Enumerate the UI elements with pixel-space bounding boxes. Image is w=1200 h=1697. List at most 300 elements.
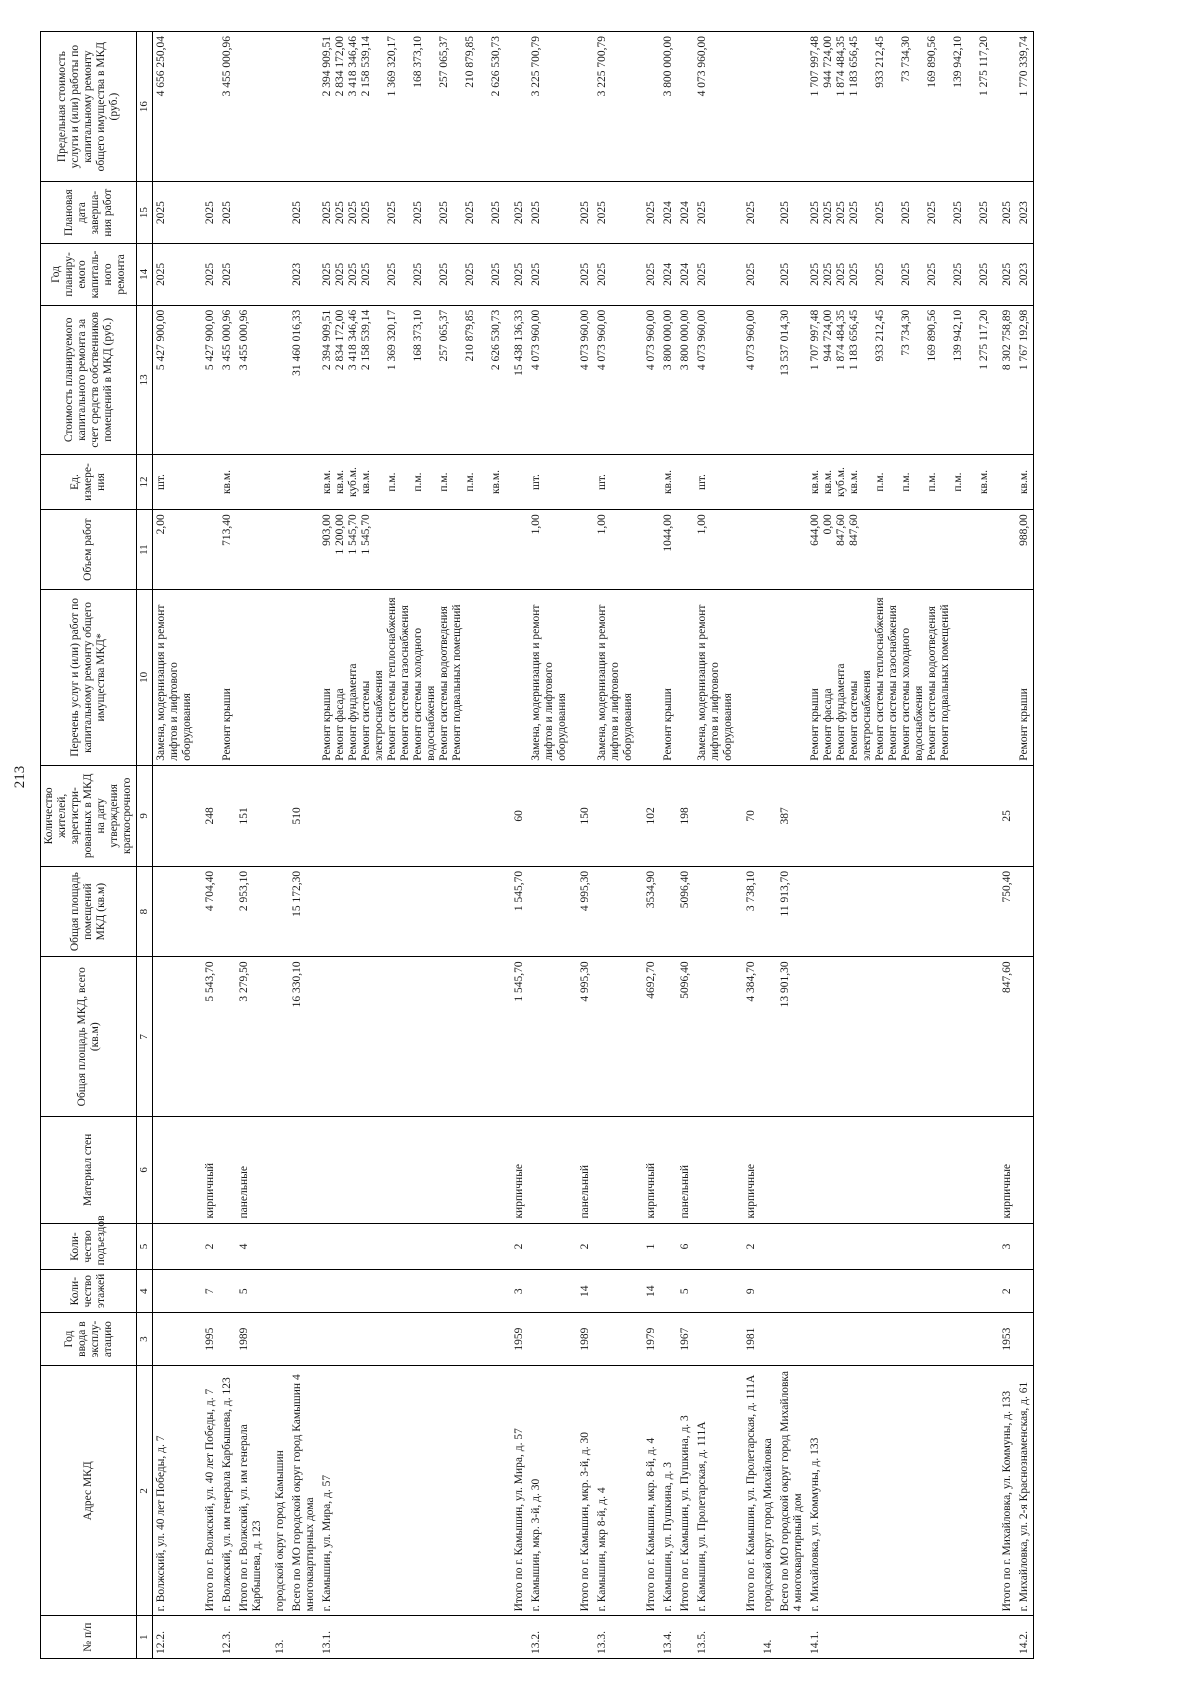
table-cell (807, 1223, 993, 1270)
table-cell (660, 957, 677, 1117)
table-cell (266, 244, 289, 306)
table-cell (677, 590, 694, 766)
table-cell: 11 913,70 (777, 866, 807, 957)
table-cell: Ремонт крыши (660, 590, 677, 766)
table-cell (319, 1223, 505, 1270)
table-cell (266, 182, 289, 244)
table-cell (1016, 1223, 1034, 1270)
table-cell: 1044,00 (660, 510, 677, 590)
table-cell: Итого по г. Камышин, ул. Пролетарская, д. 111А (737, 1366, 760, 1616)
table-cell: 102 (637, 765, 660, 866)
table-cell: 2025 (594, 244, 637, 306)
table-cell: 2025 (528, 182, 571, 244)
table-row (777, 32, 807, 1659)
column-header: Перечень услуг и (или) работ по капитальному ремонту общего имущества МКД* (41, 590, 137, 766)
column-header: Общая площадь МКД, всего (кв.м) (41, 957, 137, 1117)
table-cell: 14.2. (1016, 1616, 1034, 1659)
table-cell: 2 (737, 1223, 760, 1270)
column-header: Ед. измере-ния (41, 454, 137, 509)
table-cell (289, 1117, 319, 1223)
column-header: Коли-чество этажей (41, 1270, 137, 1313)
table-cell (505, 590, 528, 766)
table-cell (266, 590, 289, 766)
table-cell (266, 305, 289, 454)
table-row (289, 32, 319, 1659)
table-cell: 3 (993, 1223, 1016, 1270)
table-cell: 2025 (153, 182, 197, 244)
table-cell (760, 765, 777, 866)
table-cell: Ремонт крыши (1016, 590, 1034, 766)
table-cell: 2025 (505, 244, 528, 306)
table-cell (1016, 1312, 1034, 1365)
table-cell: кирпичные (737, 1117, 760, 1223)
table-cell: 988,00 (1016, 510, 1034, 590)
table-cell: 2025 (196, 182, 219, 244)
table-cell: 3 738,10 (737, 866, 760, 957)
table-cell: 4 073 960,00 (637, 305, 660, 454)
table-cell: 13 901,30 (777, 957, 807, 1117)
table-row (505, 32, 528, 1659)
table-row (236, 32, 266, 1659)
table-cell: 2 394 909,51 2 834 172,00 3 418 346,46 2 158 539,14 1 369 320,17 168 373,10 257 065,37 210 879,85 2 626 530,73 (319, 305, 505, 454)
table-cell: 2,00 (153, 510, 197, 590)
table-cell: 1 770 339,74 (1016, 32, 1034, 182)
table-cell: 13.2. (528, 1616, 571, 1659)
table-cell: 5 (677, 1270, 694, 1313)
table-header (41, 32, 153, 1659)
table-cell (236, 510, 266, 590)
table-cell: шт. (153, 454, 197, 509)
table-cell: 3534,90 (637, 866, 660, 957)
table-cell (266, 32, 289, 182)
table-cell (236, 32, 266, 182)
table-cell (637, 454, 660, 509)
table-cell (760, 866, 777, 957)
table-cell (266, 510, 289, 590)
table-cell: 4 073 960,00 (594, 305, 637, 454)
table-cell (760, 182, 777, 244)
table-cell (807, 957, 993, 1117)
table-cell: 13.1. (319, 1616, 505, 1659)
table-row (196, 32, 219, 1659)
table-cell: кирпичные (993, 1117, 1016, 1223)
table-cell: 2024 (677, 244, 694, 306)
table-cell (236, 1616, 266, 1659)
table-row (993, 32, 1016, 1659)
column-header: Объем работ (41, 510, 137, 590)
table-cell (594, 1223, 637, 1270)
table-cell (571, 32, 594, 182)
table-cell: 4692,70 (637, 957, 660, 1117)
table-cell: 2 (993, 1270, 1016, 1313)
column-number: 8 (137, 866, 153, 957)
table-cell: Ремонт крыши Ремонт фасада Ремонт фундамента Ремонт системы электроснабжения Ремонт системы теплоснабжения Ремонт системы газоснабжения Ремонт системы холодного водоснабжения Ремонт системы водоотведения Ремонт подвальных помещений (807, 590, 993, 766)
table-cell: Итого по г. Волжский, ул. 40 лет Победы, д. 7 (196, 1366, 219, 1616)
table-cell (266, 866, 289, 957)
table-cell: 4 073 960,00 (694, 305, 737, 454)
column-number: 7 (137, 957, 153, 1117)
table-cell (807, 1270, 993, 1313)
table-cell (219, 866, 236, 957)
table-cell: кирпичные (505, 1117, 528, 1223)
table-cell: 4 995,30 (571, 866, 594, 957)
table-cell (1016, 765, 1034, 866)
table-cell: кв.м. (219, 454, 236, 509)
table-cell: 2023 (1016, 182, 1034, 244)
table-cell: 2025 2025 2025 2025 2025 2025 2025 2025 2025 (319, 244, 505, 306)
table-cell (528, 1223, 571, 1270)
table-cell (660, 1270, 677, 1313)
table-cell (266, 765, 289, 866)
table-cell: 16 330,10 (289, 957, 319, 1117)
table-cell: 5 427 900,00 (153, 305, 197, 454)
table-cell (594, 1117, 637, 1223)
table-cell (737, 510, 760, 590)
table-cell: 387 (777, 765, 807, 866)
column-number: 11 (137, 510, 153, 590)
table-cell: 1989 (236, 1312, 266, 1365)
column-number: 6 (137, 1117, 153, 1223)
table-cell (571, 510, 594, 590)
table-cell: 2025 (289, 182, 319, 244)
table-cell (777, 1616, 807, 1659)
table-cell (236, 590, 266, 766)
table-cell (677, 1616, 694, 1659)
table-cell (266, 957, 289, 1117)
table-cell: 1,00 (594, 510, 637, 590)
table-row (571, 32, 594, 1659)
table-cell: 13.3. (594, 1616, 637, 1659)
table-cell (777, 1223, 807, 1270)
table-cell (594, 866, 637, 957)
table-cell: г. Камышин, ул. Пушкина, д. 3 (660, 1366, 677, 1616)
table-cell (528, 1312, 571, 1365)
table-cell (319, 866, 505, 957)
table-cell: 1 545,70 (505, 957, 528, 1117)
table-cell: 4 073 960,00 (528, 305, 571, 454)
table-cell: 2025 (571, 182, 594, 244)
table-cell: 13 537 014,30 (777, 305, 807, 454)
table-cell: 2025 2025 2025 2025 2025 2025 2025 2025 2025 (319, 182, 505, 244)
table-cell: 2025 (993, 244, 1016, 306)
table-cell (594, 1312, 637, 1365)
table-cell (289, 1312, 319, 1365)
table-cell: кирпичный (637, 1117, 660, 1223)
column-number: 14 (137, 244, 153, 306)
table-cell (266, 454, 289, 509)
table-cell (319, 1117, 505, 1223)
table-cell (637, 510, 660, 590)
table-row (319, 32, 505, 1659)
table-cell (737, 590, 760, 766)
column-number: 12 (137, 454, 153, 509)
table-cell: 2 (196, 1223, 219, 1270)
column-numbers (137, 32, 153, 1659)
table-cell (196, 510, 219, 590)
table-cell: г. Михайловка, ул. 2-я Краснознаменская, д. 61 (1016, 1366, 1034, 1616)
table-cell (219, 1223, 236, 1270)
table-cell: Ремонт крыши Ремонт фасада Ремонт фундамента Ремонт системы электроснабжения Ремонт системы теплоснабжения Ремонт системы газоснабжения Ремонт системы холодного водоснабжения Ремонт системы водоотведения Ремонт подвальных помещений (319, 590, 505, 766)
table-cell: кв.м. (1016, 454, 1034, 509)
table-cell (677, 510, 694, 590)
table-cell (571, 590, 594, 766)
table-cell: г. Камышин, ул. Пролетарская, д. 111А (694, 1366, 737, 1616)
table-cell: Замена, модернизация и ремонт лифтов и лифтового оборудования (594, 590, 637, 766)
table-cell: 1959 (505, 1312, 528, 1365)
table-cell (594, 765, 637, 866)
table-cell (505, 1616, 528, 1659)
table-cell (777, 1270, 807, 1313)
table-cell (694, 866, 737, 957)
table-cell (289, 510, 319, 590)
table-cell: 2 953,10 (236, 866, 266, 957)
column-number: 16 (137, 32, 153, 182)
table-cell: 4 995,30 (571, 957, 594, 1117)
table-cell: г. Михайловка, ул. Коммуны, д. 133 (807, 1366, 993, 1616)
table-cell: Итого по г. Волжский, ул. им генерала Карбышева, д. 123 (236, 1366, 266, 1616)
table-cell: панельный (677, 1117, 694, 1223)
table-cell (760, 590, 777, 766)
table-cell: 9 (737, 1270, 760, 1313)
table-cell: 1,00 (694, 510, 737, 590)
table-cell: Итого по г. Камышин, мкр. 3-й, д. 30 (571, 1366, 594, 1616)
table-cell: панельный (571, 1117, 594, 1223)
table-cell (319, 765, 505, 866)
table-cell (289, 1223, 319, 1270)
column-number: 15 (137, 182, 153, 244)
table-cell: 2 394 909,51 2 834 172,00 3 418 346,46 2 158 539,14 1 369 320,17 168 373,10 257 065,37 210 879,85 2 626 530,73 (319, 32, 505, 182)
table-cell: городской округ город Камышин (266, 1366, 289, 1616)
table-cell: 2 (505, 1223, 528, 1270)
table-cell (637, 1616, 660, 1659)
table-row (660, 32, 677, 1659)
table-row (153, 32, 197, 1659)
table-cell: 2025 (594, 182, 637, 244)
table-cell: шт. (528, 454, 571, 509)
table-cell (760, 1270, 777, 1313)
table-cell (571, 454, 594, 509)
table-cell: 1 707 997,48 944 724,00 1 874 484,35 1 183 656,45 933 212,45 73 734,30 169 890,56 139 942,10 1 275 117,20 (807, 305, 993, 454)
table-cell: 2025 (777, 182, 807, 244)
table-cell: 12.3. (219, 1616, 236, 1659)
table-cell: Итого по г. Михайловка, ул. Коммуны, д. 133 (993, 1366, 1016, 1616)
table-cell: кирпичный (196, 1117, 219, 1223)
capital-repair-table (40, 31, 1034, 1659)
table-cell: 1995 (196, 1312, 219, 1365)
table-cell (505, 510, 528, 590)
table-row (637, 32, 660, 1659)
table-cell: 847,60 (993, 957, 1016, 1117)
table-cell: 2025 (505, 182, 528, 244)
table-cell: 1 (637, 1223, 660, 1270)
column-header: Предельная стоимость услуги и (или) работы по капитальному ремонту общего имущества в МКД (руб.) (41, 32, 137, 182)
table-cell: 2025 2025 2025 2025 2025 2025 2025 2025 2025 (807, 182, 993, 244)
table-cell (528, 1117, 571, 1223)
table-cell (993, 1616, 1016, 1659)
table-cell (777, 454, 807, 509)
table-cell: 1967 (677, 1312, 694, 1365)
table-cell (694, 1117, 737, 1223)
table-cell (777, 1117, 807, 1223)
table-cell: 4 073 960,00 (571, 305, 594, 454)
table-cell: 1 767 192,98 (1016, 305, 1034, 454)
table-cell (694, 1270, 737, 1313)
table-cell: 14.1. (807, 1616, 993, 1659)
table-row (694, 32, 737, 1659)
table-cell: 3 455 000,96 (236, 305, 266, 454)
table-cell: 2024 (677, 182, 694, 244)
table-row (677, 32, 694, 1659)
table-cell (760, 1117, 777, 1223)
table-cell: 2025 (777, 244, 807, 306)
table-cell: 510 (289, 765, 319, 866)
table-cell: 2025 (219, 182, 236, 244)
table-cell: 2025 (196, 244, 219, 306)
table-cell: 4 073 960,00 (694, 32, 737, 182)
table-cell (760, 244, 777, 306)
table-cell: 903,00 1 200,00 1 545,70 1 545,70 (319, 510, 505, 590)
table-cell: 3 (505, 1270, 528, 1313)
table-cell (289, 1270, 319, 1313)
table-row (807, 32, 993, 1659)
table-row (737, 32, 760, 1659)
table-cell: кв.м. кв.м. куб.м. кв.м. п.м. п.м. п.м. п.м. кв.м. (319, 454, 505, 509)
table-cell: 8 302 758,89 (993, 305, 1016, 454)
table-cell: кв.м. (660, 454, 677, 509)
table-cell (571, 1616, 594, 1659)
table-cell: 750,40 (993, 866, 1016, 957)
table-cell: 4 704,40 (196, 866, 219, 957)
table-cell (760, 454, 777, 509)
table-cell: 5096,40 (677, 957, 694, 1117)
table-cell: Всего по МО городской округ город Камышин 4 многоквартирных дома (289, 1366, 319, 1616)
table-cell: 1,00 (528, 510, 571, 590)
table-cell (993, 510, 1016, 590)
table-row (594, 32, 637, 1659)
table-cell: г. Волжский, ул. 40 лет Победы, д. 7 (153, 1366, 197, 1616)
table-cell: 5 (236, 1270, 266, 1313)
table-cell: 1953 (993, 1312, 1016, 1365)
table-cell: 2025 (637, 182, 660, 244)
table-cell (777, 1312, 807, 1365)
table-cell (777, 32, 807, 182)
table-cell (777, 510, 807, 590)
table-cell: 3 225 700,79 (594, 32, 637, 182)
column-header: Общая площадь помещений МКД (кв.м) (41, 866, 137, 957)
table-cell: кв.м. кв.м. куб.м. кв.м. п.м. п.м. п.м. п.м. кв.м. (807, 454, 993, 509)
table-cell: Замена, модернизация и ремонт лифтов и лифтового оборудования (694, 590, 737, 766)
table-cell: 1979 (637, 1312, 660, 1365)
table-cell (807, 866, 993, 957)
table-cell: 2025 (737, 182, 760, 244)
table-cell: 248 (196, 765, 219, 866)
table-cell (660, 1312, 677, 1365)
table-row (1016, 32, 1034, 1659)
table-cell (660, 866, 677, 957)
table-cell: 2025 (153, 244, 197, 306)
table-cell: 13. (266, 1616, 289, 1659)
table-cell (677, 32, 694, 182)
table-cell (760, 305, 777, 454)
table-cell: 4 656 250,04 (153, 32, 197, 182)
table-cell: 13.5. (694, 1616, 737, 1659)
page-number: 213 (12, 765, 28, 789)
table-cell: 3 800 000,00 (660, 32, 677, 182)
table-cell: г. Волжский, ул. им генерала Карбышева, д. 123 (219, 1366, 236, 1616)
table-cell (1016, 866, 1034, 957)
table-cell: Итого по г. Камышин, мкр. 8-й, д. 4 (637, 1366, 660, 1616)
table-cell: 713,40 (219, 510, 236, 590)
table-cell (660, 1117, 677, 1223)
table-cell: 150 (571, 765, 594, 866)
table-cell: Замена, модернизация и ремонт лифтов и лифтового оборудования (528, 590, 571, 766)
table-cell: г. Камышин, мкр 8-й, д. 4 (594, 1366, 637, 1616)
table-cell (236, 454, 266, 509)
column-header: Коли-чество подъездов (41, 1223, 137, 1270)
table-cell (760, 32, 777, 182)
table-cell (266, 1117, 289, 1223)
table-cell: 151 (236, 765, 266, 866)
table-cell: Замена, модернизация и ремонт лифтов и лифтового оборудования (153, 590, 197, 766)
table-row (266, 32, 289, 1659)
table-cell: 5 427 900,00 (196, 305, 219, 454)
table-cell (1016, 1117, 1034, 1223)
table-cell: 2025 (694, 244, 737, 306)
table-cell: 2 (571, 1223, 594, 1270)
table-cell: 14 (637, 1270, 660, 1313)
table-cell (266, 1270, 289, 1313)
table-cell: 13.4. (660, 1616, 677, 1659)
table-cell (760, 510, 777, 590)
column-number: 5 (137, 1223, 153, 1270)
table-cell: 1 707 997,48 944 724,00 1 874 484,35 1 183 656,45 933 212,45 73 734,30 169 890,56 139 942,10 1 275 117,20 (807, 32, 993, 182)
column-headers (41, 32, 137, 1659)
table-cell: шт. (594, 454, 637, 509)
table-cell: 2025 (694, 182, 737, 244)
column-header: Стоимость планируемого капитального ремонта за счет средств собственников помещений в МКД (руб.) (41, 305, 137, 454)
table-cell (505, 454, 528, 509)
table-cell: 31 460 016,33 (289, 305, 319, 454)
table-cell: шт. (694, 454, 737, 509)
table-cell: 198 (677, 765, 694, 866)
table-cell (737, 32, 760, 182)
table-cell (319, 957, 505, 1117)
table-cell (1016, 1270, 1034, 1313)
table-cell: 1989 (571, 1312, 594, 1365)
table-cell: Итого по г. Камышин, ул. Пушкина, д. 3 (677, 1366, 694, 1616)
table-cell (266, 1223, 289, 1270)
table-cell (677, 454, 694, 509)
column-header: Количество жителей, зарегистри-рованных в МКД на дату утверждения краткосрочного (41, 765, 137, 866)
table-cell (737, 454, 760, 509)
table-cell: 2023 (1016, 244, 1034, 306)
table-cell (737, 1616, 760, 1659)
table-cell (760, 957, 777, 1117)
table-cell (196, 32, 219, 182)
table-cell (219, 1312, 236, 1365)
column-header: № п/п (41, 1616, 137, 1659)
column-number: 10 (137, 590, 153, 766)
table-cell: 12.2. (153, 1616, 197, 1659)
table-cell (196, 590, 219, 766)
table-cell (694, 1312, 737, 1365)
table-cell (807, 1117, 993, 1223)
table-cell: 5 543,70 (196, 957, 219, 1117)
table-cell (319, 1312, 505, 1365)
table-cell (760, 1223, 777, 1270)
table-cell (153, 765, 197, 866)
table-cell: 644,00 0,00 847,60 847,60 (807, 510, 993, 590)
